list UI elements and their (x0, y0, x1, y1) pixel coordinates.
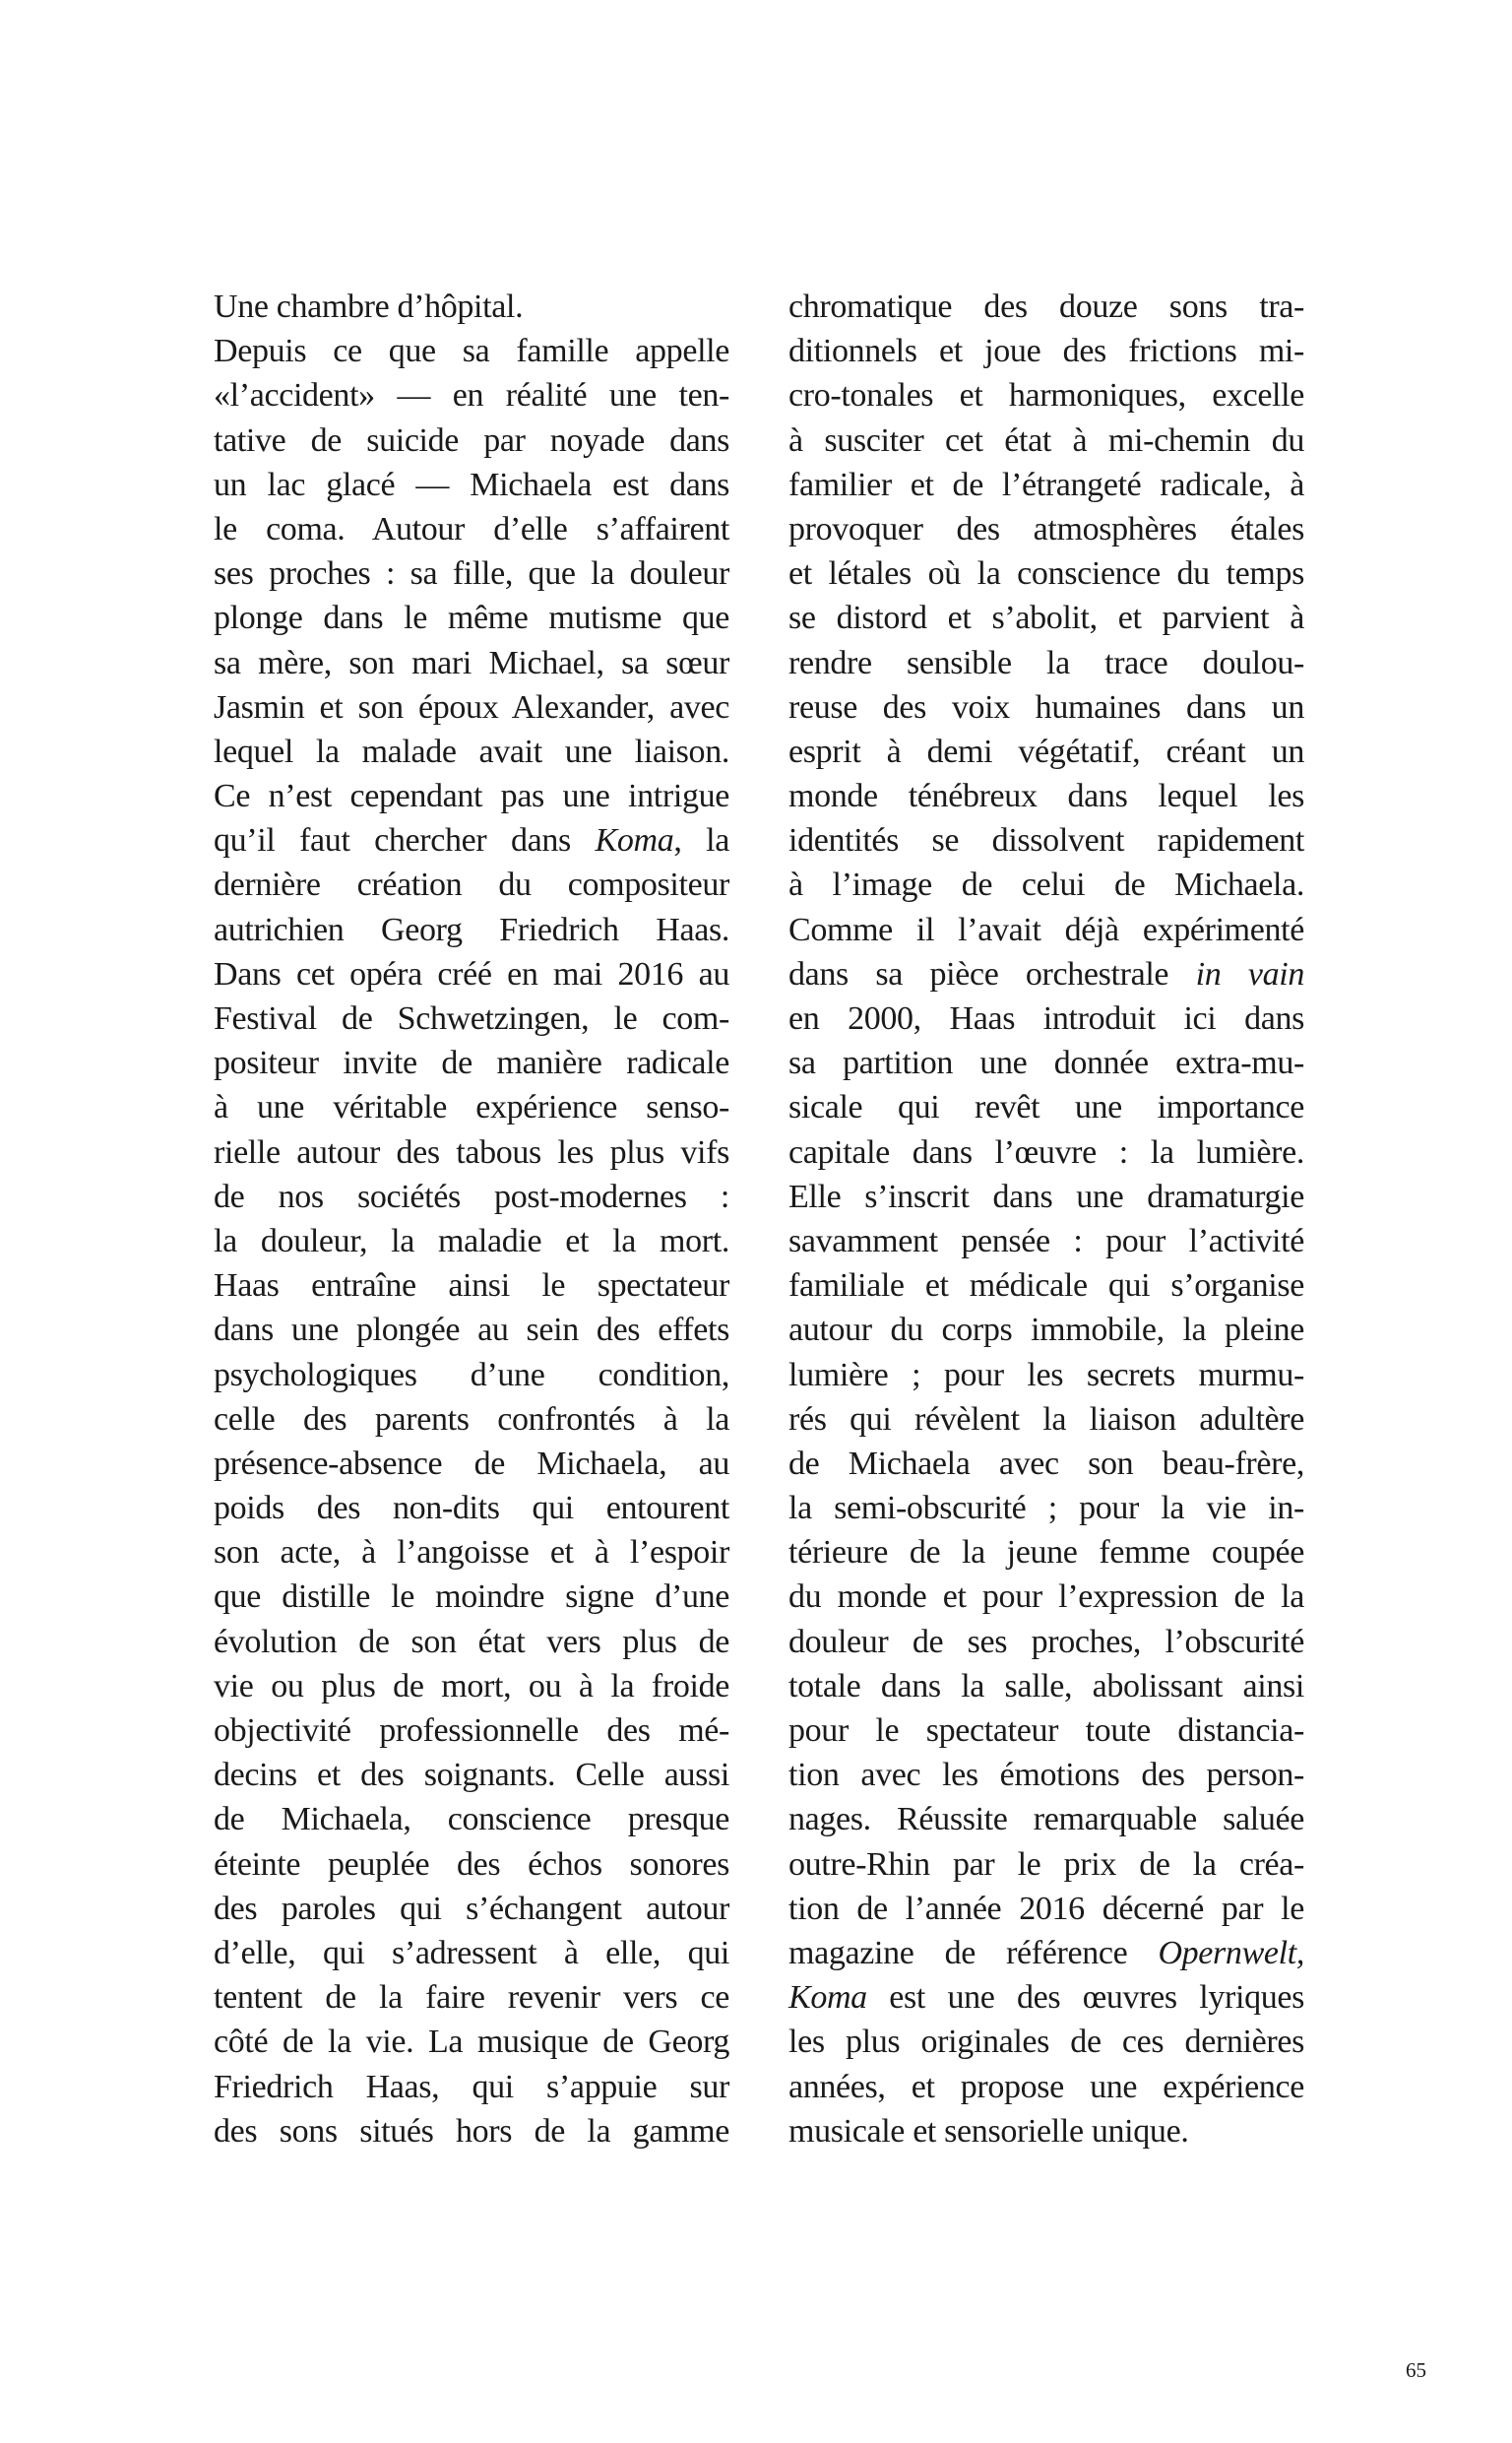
text-line (788, 1664, 1304, 1708)
text-line (214, 596, 729, 640)
text-line-content: poids des non-dits qui entourent (214, 1490, 729, 1527)
text-line-content: rés qui révèlent la liaison adultère (788, 1400, 1304, 1438)
text-line-content: familier et de l’étrangeté radicale, à (788, 466, 1304, 503)
text-line-content: des sons situés hors de la gamme (214, 2112, 729, 2150)
text-line (788, 641, 1304, 685)
text-line-content: Jasmin et son époux Alexander, avec (214, 688, 729, 726)
text-line-content: totale dans la salle, abolissant ainsi (788, 1667, 1304, 1704)
text-line (214, 1085, 729, 1129)
text-line-content: son acte, à l’angoisse et à l’espoir (214, 1534, 729, 1572)
text-line-content: reuse des voix humaines dans un (788, 688, 1304, 726)
text-line (214, 1797, 729, 1841)
text-line (214, 2109, 729, 2154)
text-line-content: les plus originales de ces dernières (788, 2024, 1304, 2061)
text-line (788, 507, 1304, 551)
text-line-content: esprit à demi végétatif, créant un (788, 733, 1304, 770)
text-line-content: ditionnels et joue des frictions mi- (788, 333, 1304, 370)
text-line (214, 1353, 729, 1397)
text-line-content: années, et propose une expérience (788, 2068, 1304, 2105)
italic-title: in vain (1195, 955, 1304, 993)
text-line-content: qu’il faut chercher dans (214, 822, 596, 860)
text-line (788, 863, 1304, 907)
text-line-content: dans sa pièce orchestrale (788, 955, 1196, 993)
text-line-content: la douleur, la maladie et la mort. (214, 1222, 729, 1259)
text-line-content: «l’accident» — en réalité une ten- (214, 377, 729, 415)
text-line (214, 1486, 729, 1530)
text-line (788, 2065, 1304, 2109)
text-line (788, 818, 1304, 863)
text-line-content: plonge dans le même mutisme que (214, 600, 729, 637)
text-line-content: se distord et s’abolit, et parvient à (788, 600, 1304, 637)
text-line (788, 463, 1304, 507)
text-line (214, 863, 729, 907)
text-line-content: évolution de son état vers plus de (214, 1623, 729, 1660)
text-line-content: sa mère, son mari Michael, sa sœur (214, 644, 729, 681)
text-line (214, 1397, 729, 1442)
text-line-content: tion avec les émotions des person- (788, 1757, 1304, 1794)
text-line (214, 1263, 729, 1308)
text-line (214, 1664, 729, 1708)
text-line (788, 1797, 1304, 1841)
text-line (788, 1353, 1304, 1397)
text-line-content: sa partition une donnée extra-mu- (788, 1045, 1304, 1082)
text-line (214, 641, 729, 685)
text-line-content: positeur invite de manière radicale (214, 1045, 729, 1082)
text-line-content: cro-tonales et harmoniques, excelle (788, 377, 1304, 415)
text-line (214, 1308, 729, 1352)
text-line-content: à l’image de celui de Michaela. (788, 867, 1304, 904)
text-line-content: musicale et sensorielle unique. (788, 2112, 1189, 2150)
text-line (788, 1708, 1304, 1753)
text-line (788, 1308, 1304, 1352)
text-line-content: magazine de référence (788, 1934, 1159, 1971)
text-line-content: térieure de la jeune femme coupée (788, 1534, 1304, 1572)
text-line (214, 774, 729, 818)
text-line (788, 1842, 1304, 1887)
text-line-content: Ce n’est cependant pas une intrigue (214, 778, 729, 815)
text-line (788, 1887, 1304, 1931)
text-line-content: provoquer des atmosphères étales (788, 510, 1304, 547)
text-line-content: Comme il l’avait déjà expérimenté (788, 911, 1304, 948)
text-line-content: douleur de ses proches, l’obscurité (788, 1623, 1304, 1660)
text-line (214, 730, 729, 774)
text-line-content: outre-Rhin par le prix de la créa- (788, 1845, 1304, 1883)
text-line-content: du monde et pour l’expression de la (788, 1578, 1304, 1616)
text-line (788, 1530, 1304, 1575)
text-line (214, 1753, 729, 1797)
text-line-content: celle des parents confrontés à la (214, 1400, 729, 1438)
text-line-content: vie ou plus de mort, ou à la froide (214, 1667, 729, 1704)
text-line-content: Festival de Schwetzingen, le com- (214, 1000, 729, 1037)
text-line-content: en 2000, Haas introduit ici dans (788, 1000, 1304, 1037)
text-line-content: monde ténébreux dans lequel les (788, 778, 1304, 815)
text-line (214, 1887, 729, 1931)
text-line-content: dans une plongée au sein des effets (214, 1312, 729, 1349)
text-line (214, 818, 729, 863)
text-line (214, 1975, 729, 2020)
left-text-column (214, 285, 729, 2154)
text-line-content: ses proches : sa fille, que la douleur (214, 555, 729, 593)
text-line-content: Dans cet opéra créé en mai 2016 au (214, 955, 729, 993)
text-line (214, 996, 729, 1041)
text-line-content: rielle autour des tabous les plus vifs (214, 1133, 729, 1171)
text-line (788, 1263, 1304, 1308)
text-line (214, 952, 729, 996)
text-line (788, 1130, 1304, 1175)
text-line (788, 730, 1304, 774)
text-line-content: pour le spectateur toute distancia- (788, 1712, 1304, 1749)
text-line (214, 1931, 729, 1975)
text-line-content: est une des œuvres lyriques (866, 1979, 1304, 2017)
text-line (214, 1575, 729, 1619)
text-line-content: , la (673, 822, 729, 860)
text-line-content: capitale dans l’œuvre : la lumière. (788, 1133, 1304, 1171)
text-line (788, 2020, 1304, 2064)
text-line (788, 1041, 1304, 1085)
text-line (788, 774, 1304, 818)
text-line-content: de nos sociétés post-modernes : (214, 1178, 729, 1215)
text-line-content: Une chambre d’hôpital. (214, 289, 524, 325)
text-line-content: chromatique des douze sons tra- (788, 289, 1304, 325)
text-line-content: un lac glacé — Michaela est dans (214, 466, 729, 503)
text-line-content: à une véritable expérience senso- (214, 1089, 729, 1126)
text-line (788, 1975, 1304, 2020)
text-line (214, 1442, 729, 1486)
text-line (788, 1620, 1304, 1664)
text-line-content: autour du corps immobile, la pleine (788, 1312, 1304, 1349)
text-line (788, 551, 1304, 596)
text-line-content: Haas entraîne ainsi le spectateur (214, 1267, 729, 1305)
text-line (788, 685, 1304, 730)
text-line-content: dernière création du compositeur (214, 867, 729, 904)
text-line-content: psychologiques d’une condition, (214, 1356, 729, 1393)
text-line (214, 551, 729, 596)
text-line-content: côté de la vie. La musique de Georg (214, 2024, 729, 2061)
right-text-column (788, 285, 1304, 2154)
text-line (788, 1486, 1304, 1530)
text-line-content: Elle s’inscrit dans une dramaturgie (788, 1178, 1304, 1215)
text-line (214, 373, 729, 418)
text-line (788, 418, 1304, 463)
text-line (788, 1753, 1304, 1797)
text-line-content: savamment pensée : pour l’activité (788, 1222, 1304, 1259)
text-line (788, 952, 1304, 996)
text-line-content: nages. Réussite remarquable saluée (788, 1801, 1304, 1838)
text-line (214, 1130, 729, 1175)
text-line-content: Depuis ce que sa famille appelle (214, 333, 729, 370)
text-line-content: sicale qui revêt une importance (788, 1089, 1304, 1126)
text-line-content: decins et des soignants. Celle aussi (214, 1757, 729, 1794)
text-line-content: présence-absence de Michaela, au (214, 1445, 729, 1482)
italic-title: Koma (788, 1979, 867, 2017)
text-line-content: familiale et médicale qui s’organise (788, 1267, 1304, 1305)
text-line-content: objectivité professionnelle des mé- (214, 1712, 729, 1749)
text-line (788, 2109, 1304, 2154)
text-line (214, 1175, 729, 1219)
text-line (214, 1219, 729, 1263)
text-line-content: tentent de la faire revenir vers ce (214, 1979, 729, 2017)
text-line-content: tion de l’année 2016 décerné par le (788, 1890, 1304, 1927)
text-line (214, 418, 729, 463)
text-line (214, 463, 729, 507)
text-line (214, 1842, 729, 1887)
text-line (788, 285, 1304, 329)
text-line-content: le coma. Autour d’elle s’affairent (214, 510, 729, 547)
text-line (214, 908, 729, 952)
text-line (788, 1397, 1304, 1442)
text-line (788, 1442, 1304, 1486)
text-line (788, 1219, 1304, 1263)
text-line-content: tative de suicide par noyade dans (214, 421, 729, 459)
text-line-content: d’elle, qui s’adressent à elle, qui (214, 1934, 729, 1971)
text-line-content: lequel la malade avait une liaison. (214, 733, 729, 770)
text-line (214, 1708, 729, 1753)
text-line (788, 1175, 1304, 1219)
text-line-content: identités se dissolvent rapidement (788, 822, 1304, 860)
text-line (214, 285, 729, 329)
text-line-content: la semi-obscurité ; pour la vie in- (788, 1490, 1304, 1527)
text-line-content: Friedrich Haas, qui s’appuie sur (214, 2068, 729, 2105)
text-line (788, 996, 1304, 1041)
text-line (214, 685, 729, 730)
text-line (788, 373, 1304, 418)
italic-title: Opernwelt, (1158, 1934, 1304, 1971)
text-line (214, 1530, 729, 1575)
text-line (214, 1041, 729, 1085)
text-line (788, 1085, 1304, 1129)
text-line (214, 507, 729, 551)
text-line-content: autrichien Georg Friedrich Haas. (214, 911, 729, 948)
page-number: 65 (1406, 2358, 1426, 2382)
text-line (788, 908, 1304, 952)
text-line-content: de Michaela avec son beau-frère, (788, 1445, 1304, 1482)
text-line-content: et létales où la conscience du temps (788, 555, 1304, 593)
text-line (788, 329, 1304, 373)
italic-title: Koma (595, 822, 674, 860)
text-line (788, 596, 1304, 640)
text-line (214, 329, 729, 373)
text-line-content: éteinte peuplée des échos sonores (214, 1845, 729, 1883)
text-line-content: à susciter cet état à mi-chemin du (788, 421, 1304, 459)
text-line (214, 2020, 729, 2064)
text-line (214, 1620, 729, 1664)
text-line-content: rendre sensible la trace doulou- (788, 644, 1304, 681)
text-line (214, 2065, 729, 2109)
text-line-content: lumière ; pour les secrets murmu- (788, 1356, 1304, 1393)
text-line-content: des paroles qui s’échangent autour (214, 1890, 729, 1927)
text-line (788, 1575, 1304, 1619)
text-line-content: que distille le moindre signe d’une (214, 1578, 729, 1616)
text-line (788, 1931, 1304, 1975)
text-line-content: de Michaela, conscience presque (214, 1801, 729, 1838)
